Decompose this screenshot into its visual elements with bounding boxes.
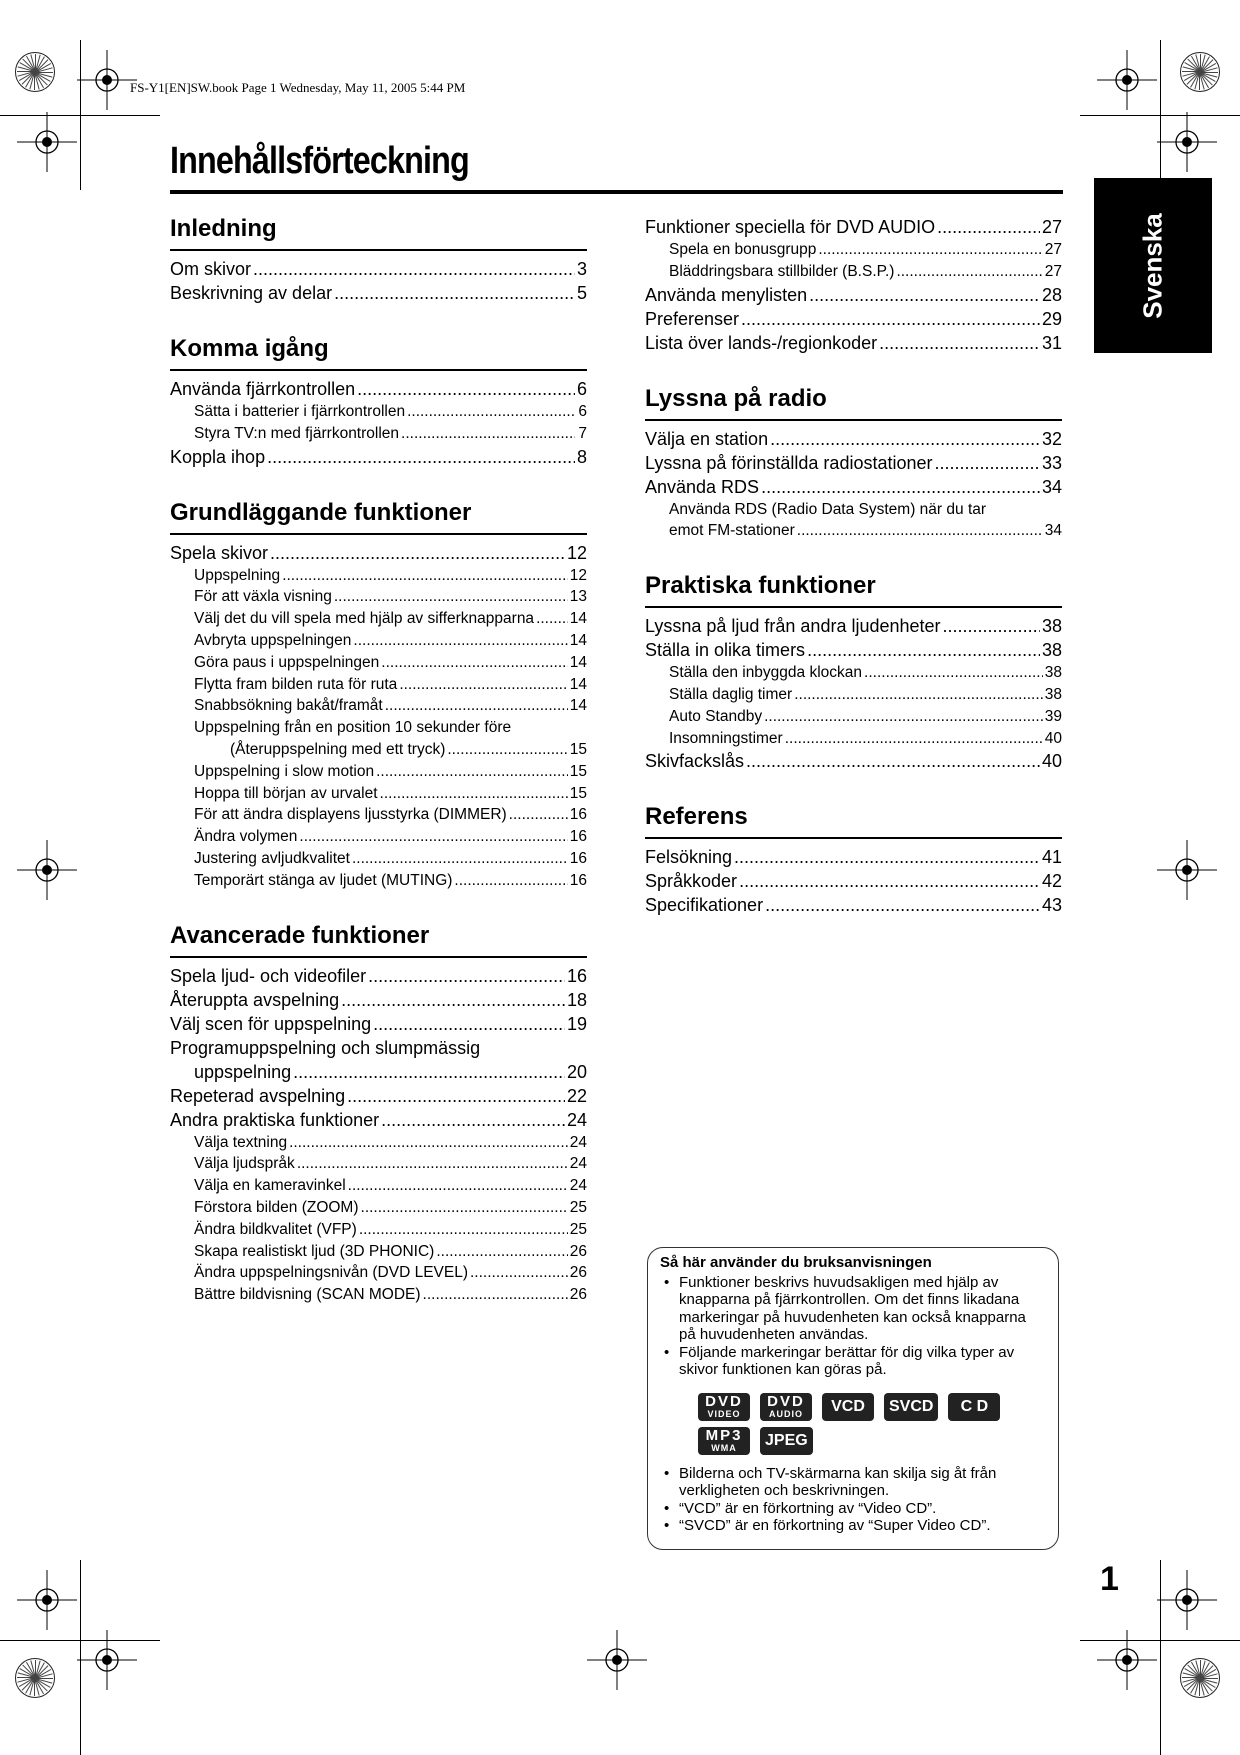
entry-page: 14	[569, 631, 587, 649]
toc-subentry	[170, 608, 587, 630]
entry-text: Ställa in olika timers	[645, 640, 806, 661]
dot-leader	[818, 239, 1042, 261]
dot-leader	[385, 695, 568, 717]
toc-subentry	[170, 761, 587, 783]
entry-page: 27	[1044, 262, 1062, 280]
dot-leader	[770, 427, 1040, 451]
entry-text: Ställa daglig timer	[669, 685, 793, 703]
entry-text: Ställa den inbyggda klockan	[669, 664, 863, 682]
dot-leader	[380, 783, 568, 805]
dot-leader	[293, 1060, 565, 1084]
entry-text: uppspelning	[194, 1061, 292, 1082]
entry-page: 5	[576, 283, 587, 303]
entry-text: Använda fjärrkontrollen	[170, 379, 356, 399]
entry-page: 24	[569, 1133, 587, 1151]
dot-leader	[381, 652, 567, 674]
dot-leader	[401, 423, 575, 445]
book-header-line: FS-Y1[EN]SW.book Page 1 Wednesday, May 11, 2005 5:44 PM	[130, 80, 466, 95]
toc-subentry	[170, 739, 587, 761]
toc-subentry	[170, 783, 587, 805]
entry-page: 26	[569, 1264, 587, 1282]
disc-badge-icon	[698, 1393, 750, 1421]
usage-info-box	[647, 1247, 1059, 1550]
badge-line1: SVCD	[889, 1397, 934, 1415]
dot-leader	[536, 608, 568, 630]
dot-leader	[764, 706, 1043, 728]
toc-subentry	[645, 261, 1062, 283]
entry-text: Lyssna på förinställda radiostationer	[645, 452, 933, 473]
crop-line	[1080, 1640, 1240, 1641]
toc-subentry	[170, 1284, 587, 1306]
info-bullet: • “VCD” är en förkortning av “Video CD”.	[660, 1500, 1046, 1518]
toc-subentry	[645, 684, 1062, 706]
entry-text: Auto Standby	[669, 707, 763, 725]
dot-leader	[935, 451, 1040, 475]
entry-text: Funktioner speciella för DVD AUDIO	[645, 217, 936, 237]
entry-text: Avbryta uppspelningen	[194, 631, 352, 649]
entry-text: Uppspelning i slow motion	[194, 762, 375, 780]
entry-page: 26	[569, 1242, 587, 1260]
dot-leader	[807, 638, 1040, 662]
toc-subentry	[170, 586, 587, 608]
registration-crosshair-icon	[77, 1630, 137, 1690]
toc-left-column	[170, 215, 587, 1336]
disc-badge-icon	[948, 1393, 1000, 1421]
section-heading: Lyssna på radio	[645, 385, 1062, 421]
registration-crosshair-icon	[77, 50, 137, 110]
entry-page: 33	[1041, 452, 1062, 473]
entry-text: Uppspelning från en position 10 sekunder före	[194, 719, 512, 737]
entry-text: Använda menylisten	[645, 284, 808, 305]
entry-text: (Återuppspelning med ett tryck)	[230, 740, 446, 758]
entry-page: 13	[569, 588, 587, 606]
registration-crosshair-icon	[17, 112, 77, 172]
entry-text: emot FM-stationer	[669, 522, 795, 540]
entry-page: 28	[1041, 284, 1062, 305]
toc-entry	[645, 215, 1062, 239]
registration-crosshair-icon	[1097, 1630, 1157, 1690]
toc-entry	[170, 1108, 587, 1132]
badge-line1: VCD	[831, 1397, 865, 1415]
registration-crosshair-icon	[1157, 840, 1217, 900]
toc-section	[170, 499, 587, 892]
toc-entry	[170, 281, 587, 305]
dot-leader	[943, 614, 1040, 638]
toc-section	[645, 215, 1062, 355]
dot-leader	[357, 377, 575, 401]
toc-subentry	[170, 826, 587, 848]
dot-leader	[794, 684, 1043, 706]
entry-page: 19	[566, 1013, 587, 1034]
page-number: 1	[1100, 1560, 1119, 1598]
toc-subentry	[170, 565, 587, 587]
entry-text: Bläddringsbara stillbilder (B.S.P.)	[669, 262, 895, 280]
entry-page: 32	[1041, 428, 1062, 449]
entry-page: 22	[566, 1085, 587, 1106]
badge-line1: DVD	[767, 1393, 805, 1410]
entry-text: Språkkoder	[645, 871, 738, 892]
toc-subentry	[170, 1241, 587, 1263]
crop-line	[1160, 1560, 1161, 1755]
entry-text: Välj scen för uppspelning	[170, 1013, 372, 1034]
registration-crosshair-icon	[1157, 112, 1217, 172]
crop-line	[0, 115, 160, 116]
entry-page: 20	[566, 1061, 587, 1082]
disc-type-badges	[660, 1379, 1040, 1465]
toc-subentry	[170, 848, 587, 870]
dot-leader	[785, 728, 1043, 750]
entry-page: 16	[566, 965, 587, 986]
entry-page: 34	[1041, 476, 1062, 497]
dot-leader	[270, 541, 565, 565]
entry-page: 8	[576, 446, 587, 467]
dot-leader	[896, 261, 1042, 283]
entry-page: 38	[1041, 616, 1062, 637]
entry-text: Preferenser	[645, 308, 740, 329]
page-title: Innehållsförteckning	[170, 140, 469, 182]
entry-page: 14	[569, 697, 587, 715]
dot-leader	[267, 445, 575, 469]
registration-rosette-icon	[1180, 52, 1220, 92]
toc-subentry	[170, 1219, 587, 1241]
dot-leader	[407, 401, 575, 423]
section-heading: Avancerade funktioner	[170, 922, 587, 958]
badge-line2: AUDIO	[769, 1409, 803, 1419]
entry-text: Specifikationer	[645, 895, 764, 916]
toc-entry	[645, 331, 1062, 355]
entry-page: 38	[1041, 640, 1062, 661]
entry-text: Uppspelning	[194, 566, 281, 584]
toc-subentry	[170, 1153, 587, 1175]
info-box-title: Så här använder du bruksanvisningen	[660, 1254, 932, 1271]
toc-entry	[645, 638, 1062, 662]
registration-crosshair-icon	[17, 840, 77, 900]
toc-subentry	[170, 423, 587, 445]
toc-entry	[645, 845, 1062, 869]
entry-page: 42	[1041, 871, 1062, 892]
entry-page: 16	[569, 806, 587, 824]
crop-line	[0, 1640, 160, 1641]
entry-text: Justering avljudkvalitet	[194, 849, 350, 867]
toc-entry	[170, 1060, 587, 1084]
dot-leader	[359, 1219, 568, 1241]
registration-crosshair-icon	[17, 1570, 77, 1630]
dot-leader	[423, 1284, 568, 1306]
dot-leader	[809, 283, 1040, 307]
entry-text: Spela ljud- och videofiler	[170, 965, 367, 986]
registration-rosette-icon	[15, 1658, 55, 1698]
toc-entry	[170, 1036, 587, 1060]
entry-page: 24	[569, 1155, 587, 1173]
dot-leader	[297, 1153, 568, 1175]
toc-section	[170, 215, 587, 305]
entry-text: Bättre bildvisning (SCAN MODE)	[194, 1286, 421, 1304]
language-tab	[1094, 178, 1212, 353]
toc-section	[170, 335, 587, 469]
badge-line1: DVD	[705, 1393, 743, 1410]
crop-line	[80, 1560, 81, 1755]
toc-subentry	[170, 804, 587, 826]
entry-page: 12	[569, 566, 587, 584]
dot-leader	[341, 988, 565, 1012]
disc-badge-icon	[884, 1393, 938, 1421]
disc-badge-icon	[822, 1393, 874, 1421]
entry-text: Spela skivor	[170, 542, 269, 563]
entry-text: Temporärt stänga av ljudet (MUTING)	[194, 871, 453, 889]
entry-page: 18	[566, 989, 587, 1010]
entry-page: 3	[576, 259, 587, 279]
dot-leader	[734, 845, 1040, 869]
toc-entry	[645, 614, 1062, 638]
dot-leader	[381, 1108, 565, 1132]
toc-subentry	[170, 652, 587, 674]
entry-text: Välja en station	[645, 428, 769, 449]
crop-line	[1080, 115, 1240, 116]
section-heading: Grundläggande funktioner	[170, 499, 587, 535]
toc-entry	[170, 964, 587, 988]
entry-page: 29	[1041, 308, 1062, 329]
entry-page: 38	[1044, 685, 1062, 703]
entry-text: Sätta i batterier i fjärrkontrollen	[194, 403, 406, 420]
section-heading: Referens	[645, 803, 1062, 839]
entry-text: Använda RDS	[645, 476, 760, 497]
toc-right-column	[645, 215, 1062, 947]
entry-text: Ändra bildkvalitet (VFP)	[194, 1220, 357, 1238]
toc-entry	[645, 869, 1062, 893]
toc-subentry	[170, 674, 587, 696]
toc-subentry	[645, 520, 1062, 542]
toc-entry	[645, 893, 1062, 917]
entry-text: Insomningstimer	[669, 729, 783, 747]
registration-crosshair-icon	[587, 1630, 647, 1690]
entry-text: Snabbsökning bakåt/framåt	[194, 697, 383, 715]
toc-entry	[170, 1012, 587, 1036]
dot-leader	[797, 520, 1043, 542]
badge-line2: WMA	[711, 1443, 737, 1453]
entry-text: Göra paus i uppspelningen	[194, 653, 380, 671]
entry-text: Använda RDS (Radio Data System) när du tar	[669, 500, 987, 518]
entry-page: 14	[569, 610, 587, 628]
dot-leader	[399, 674, 567, 696]
entry-text: Välja textning	[194, 1133, 288, 1151]
toc-subentry	[170, 717, 587, 739]
entry-page: 25	[569, 1220, 587, 1238]
entry-text: Lyssna på ljud från andra ljudenheter	[645, 616, 941, 637]
toc-entry	[170, 445, 587, 469]
disc-badge-icon	[698, 1427, 750, 1455]
registration-crosshair-icon	[1097, 50, 1157, 110]
dot-leader	[334, 586, 568, 608]
dot-leader	[447, 739, 567, 761]
dot-leader	[282, 565, 568, 587]
dot-leader	[361, 1197, 568, 1219]
dot-leader	[348, 1175, 568, 1197]
entry-text: Beskrivning av delar	[170, 283, 333, 303]
entry-page: 14	[569, 653, 587, 671]
entry-text: Lista över lands-/regionkoder	[645, 332, 878, 353]
entry-text: För att ändra displayens ljusstyrka (DIMMER)	[194, 806, 507, 824]
registration-rosette-icon	[15, 52, 55, 92]
entry-page: 15	[569, 762, 587, 780]
dot-leader	[765, 893, 1040, 917]
title-rule	[170, 190, 1063, 194]
dot-leader	[470, 1262, 568, 1284]
entry-text: Ändra uppspelningsnivån (DVD LEVEL)	[194, 1264, 468, 1282]
toc-entry	[170, 377, 587, 401]
toc-subentry	[645, 662, 1062, 684]
entry-page: 39	[1044, 707, 1062, 725]
toc-subentry	[170, 1262, 587, 1284]
toc-subentry	[645, 499, 1062, 521]
dot-leader	[376, 761, 568, 783]
entry-page: 31	[1041, 332, 1062, 353]
entry-page: 6	[578, 403, 587, 420]
toc-section	[645, 385, 1062, 543]
toc-subentry	[645, 728, 1062, 750]
entry-page: 27	[1044, 241, 1062, 258]
entry-text: Repeterad avspelning	[170, 1085, 346, 1106]
info-bullet: • Funktioner beskrivs huvudsakligen med hjälp av knapparna på fjärrkontrollen. Om det finns likadana markeringar på huvudenheten kan också knapparna på huvudenheten användas.	[660, 1274, 1046, 1344]
dot-leader	[864, 662, 1043, 684]
entry-page: 16	[569, 849, 587, 867]
section-heading: Praktiska funktioner	[645, 572, 1062, 608]
dot-leader	[289, 1132, 568, 1154]
entry-text: Koppla ihop	[170, 446, 266, 467]
toc-subentry	[170, 1175, 587, 1197]
dot-leader	[373, 1012, 565, 1036]
dot-leader	[353, 630, 567, 652]
entry-page: 16	[569, 828, 587, 846]
toc-entry	[645, 307, 1062, 331]
registration-rosette-icon	[1180, 1658, 1220, 1698]
entry-text: Välj det du vill spela med hjälp av sifferknapparna	[194, 610, 535, 628]
entry-text: Skapa realistiskt ljud (3D PHONIC)	[194, 1242, 435, 1260]
entry-text: Välja en kameravinkel	[194, 1177, 346, 1195]
dot-leader	[253, 257, 575, 281]
entry-text: Välja ljudspråk	[194, 1155, 295, 1173]
entry-page: 25	[569, 1198, 587, 1216]
entry-text: Hoppa till början av urvalet	[194, 784, 378, 802]
dot-leader	[347, 1084, 565, 1108]
entry-page: 12	[566, 542, 587, 563]
info-bullet: • Följande markeringar berättar för dig vilka typer av skivor funktionen kan göras på.	[660, 1344, 1046, 1379]
entry-text: Skivfackslås	[645, 751, 745, 772]
dot-leader	[509, 804, 568, 826]
badge-line1: JPEG	[765, 1431, 808, 1449]
entry-page: 7	[578, 424, 587, 442]
dot-leader	[746, 749, 1040, 773]
entry-page: 38	[1044, 664, 1062, 682]
entry-page: 16	[569, 871, 587, 889]
entry-page: 6	[576, 379, 587, 399]
badge-line2: VIDEO	[707, 1409, 741, 1419]
entry-text: Andra praktiska funktioner	[170, 1109, 380, 1130]
badge-line1: MP3	[705, 1427, 743, 1444]
language-tab-label: Svenska	[1137, 212, 1168, 319]
dot-leader	[334, 281, 575, 305]
entry-page: 43	[1041, 895, 1062, 916]
toc-subentry	[170, 870, 587, 892]
entry-page: 34	[1044, 522, 1062, 540]
toc-subentry	[170, 695, 587, 717]
toc-entry	[645, 283, 1062, 307]
section-heading: Inledning	[170, 215, 587, 251]
toc-entry	[170, 541, 587, 565]
section-heading: Komma igång	[170, 335, 587, 371]
entry-page: 15	[569, 740, 587, 758]
disc-badge-icon	[760, 1393, 812, 1421]
dot-leader	[352, 848, 568, 870]
entry-text: Programuppspelning och slumpmässig	[170, 1037, 481, 1058]
entry-text: För att växla visning	[194, 588, 332, 606]
entry-text: Felsökning	[645, 847, 733, 868]
entry-text: Flytta fram bilden ruta för ruta	[194, 675, 398, 693]
entry-text: Återuppta avspelning	[170, 989, 340, 1010]
info-bullet: • “SVCD” är en förkortning av “Super Video CD”.	[660, 1517, 1046, 1535]
badge-line1: C D	[960, 1397, 989, 1415]
dot-leader	[761, 475, 1040, 499]
toc-subentry	[170, 630, 587, 652]
entry-text: Ändra volymen	[194, 828, 298, 846]
entry-page: 40	[1044, 729, 1062, 747]
toc-entry	[170, 988, 587, 1012]
toc-entry	[645, 427, 1062, 451]
entry-page: 24	[566, 1109, 587, 1130]
toc-section	[170, 922, 587, 1306]
dot-leader	[739, 869, 1040, 893]
entry-text: Förstora bilden (ZOOM)	[194, 1198, 359, 1216]
toc-subentry	[170, 1132, 587, 1154]
entry-text: Spela en bonusgrupp	[669, 241, 817, 258]
info-bullets-top	[660, 1274, 1046, 1379]
toc-entry	[645, 451, 1062, 475]
entry-text: Om skivor	[170, 259, 251, 279]
entry-text: Styra TV:n med fjärrkontrollen	[194, 424, 400, 442]
toc-entry	[645, 749, 1062, 773]
entry-page: 40	[1041, 751, 1062, 772]
toc-subentry	[645, 239, 1062, 261]
entry-page: 15	[569, 784, 587, 802]
entry-page: 14	[569, 675, 587, 693]
toc-entry	[170, 1084, 587, 1108]
toc-section	[645, 572, 1062, 773]
dot-leader	[454, 870, 567, 892]
toc-subentry	[170, 1197, 587, 1219]
dot-leader	[436, 1241, 567, 1263]
entry-page: 41	[1041, 847, 1062, 868]
info-bullet: • Bilderna och TV-skärmarna kan skilja sig åt från verkligheten och beskrivningen.	[660, 1465, 1046, 1500]
dot-leader	[741, 307, 1040, 331]
dot-leader	[937, 215, 1040, 239]
entry-page: 27	[1041, 217, 1062, 237]
toc-entry	[645, 475, 1062, 499]
toc-entry	[170, 257, 587, 281]
entry-page: 24	[569, 1177, 587, 1195]
dot-leader	[368, 964, 565, 988]
info-bullets-bottom	[660, 1465, 1046, 1535]
disc-badge-icon	[760, 1427, 813, 1455]
toc-section	[645, 803, 1062, 917]
toc-subentry	[645, 706, 1062, 728]
toc-subentry	[170, 401, 587, 423]
entry-page: 26	[569, 1286, 587, 1304]
dot-leader	[879, 331, 1040, 355]
registration-crosshair-icon	[1157, 1570, 1217, 1630]
dot-leader	[299, 826, 567, 848]
